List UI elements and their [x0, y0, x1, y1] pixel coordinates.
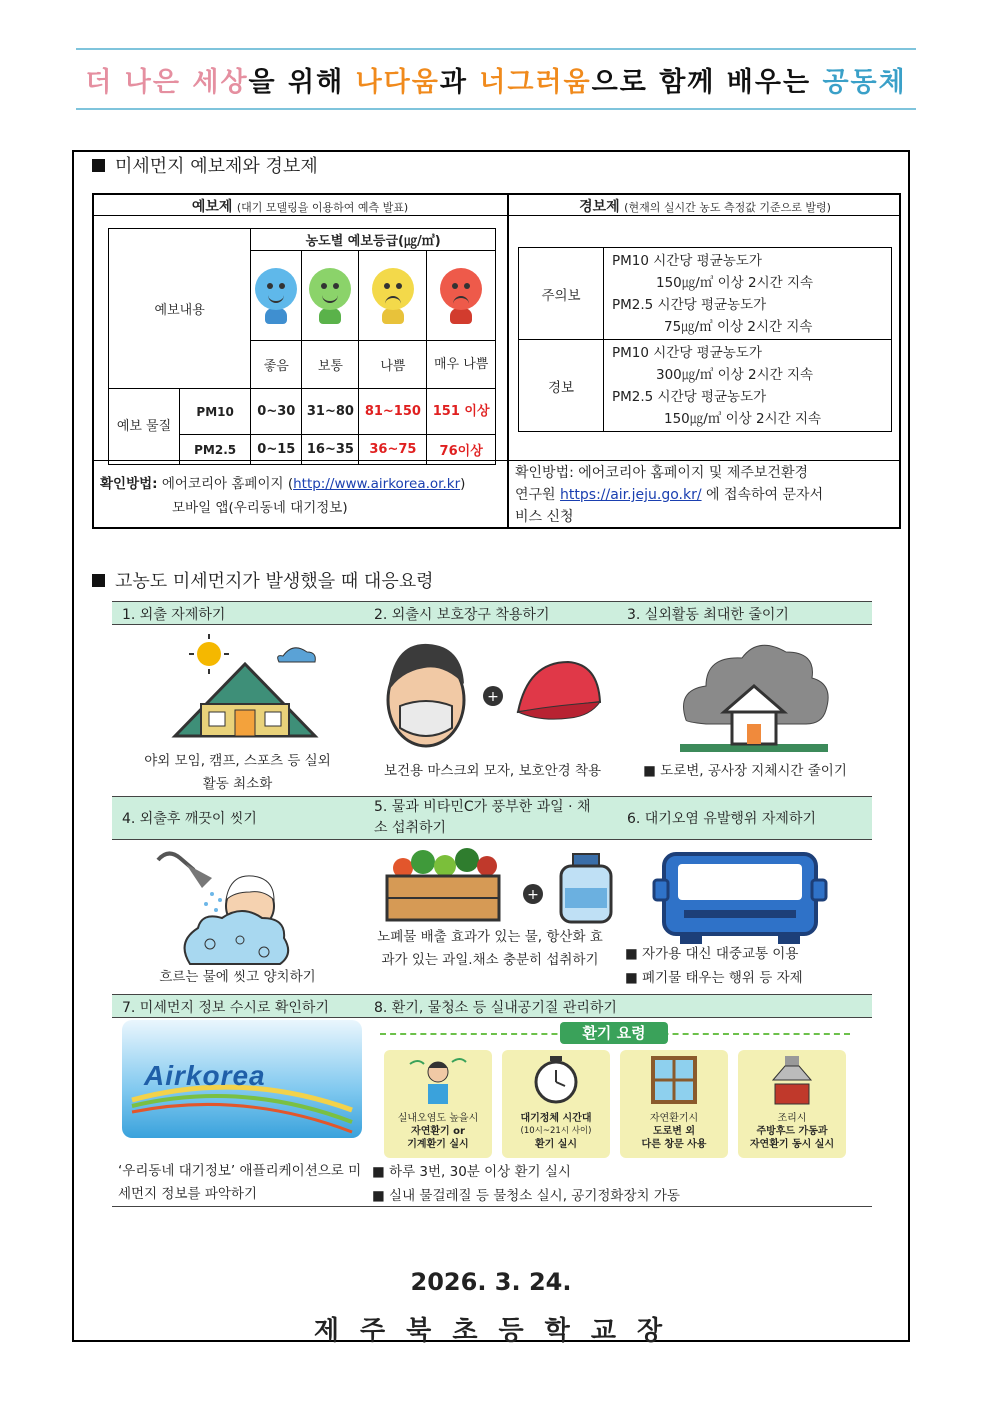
clock-icon: [531, 1054, 581, 1106]
vent-card: 실내오염도 높을시 자연환기 or 기계환기 실시: [384, 1050, 492, 1158]
alert-check-method: 확인방법: 에어코리아 홈페이지 및 제주보건환경 연구원 https://air.jeju.go.kr/ 에 접속하여 문자서 비스 신청: [515, 465, 824, 525]
motto-part: 공동체: [822, 67, 907, 98]
header-top-line: [76, 48, 916, 50]
tip-label: 6. 대기오염 유발행위 자제하기: [627, 811, 816, 827]
tip-label: 2. 외출시 보호장구 착용하기: [374, 607, 550, 623]
motto-part: 으로: [591, 67, 660, 98]
pm10-value: 151 이상: [427, 389, 496, 435]
pm25-label: PM2.5: [180, 435, 251, 465]
bus-icon: [650, 850, 830, 946]
motto-part: 나다움: [355, 67, 440, 98]
house-sun-icon: [165, 632, 325, 742]
vent-card: 대기정체 시간대 (10시~21시 사이) 환기 실시: [502, 1050, 610, 1158]
tip-caption: ‘우리동네 대기정보’ 애플리케이션으로 미세먼지 정보를 파악하기: [118, 1163, 362, 1202]
motto-part: 더 나은 세상: [85, 67, 249, 98]
ventilation-title: 환기 요령: [560, 1022, 668, 1044]
alert-row-text: PM10 시간당 평균농도가 300㎍/㎥ 이상 2시간 지속 PM2.5 시간당 평균농도가 150㎍/㎥ 이상 2시간 지속: [604, 340, 892, 432]
tip-label: 4. 외출후 깨끗이 씻기: [122, 811, 257, 827]
tip-label: 1. 외출 자제하기: [122, 607, 226, 623]
motto-part: 함께 배우는: [659, 67, 823, 98]
forecast-grade-table: [108, 228, 496, 465]
grade-label: 좋음: [251, 341, 302, 389]
airkorea-app-logo: Airkorea: [122, 1020, 362, 1138]
pm10-value: 81~150: [359, 389, 427, 435]
header-bottom-line: [76, 108, 916, 110]
vent-card: 자연환기시 도로변 외 다른 창문 사용: [620, 1050, 728, 1158]
pm25-value: 76이상: [427, 435, 496, 465]
tip-caption: 보건용 마스크외 모자, 보호안경 착용: [383, 763, 602, 779]
grade-label: 매우 나쁨: [427, 341, 496, 389]
box-divider-vertical: [507, 193, 509, 529]
grade-label: 보통: [302, 341, 359, 389]
svg-text:+: +: [527, 887, 539, 903]
tip-caption: 노폐물 배출 효과가 있는 물, 항산화 효과가 있는 과일.채소 충분히 섭취하기: [377, 929, 603, 968]
motto-part: 을 위해: [248, 67, 356, 98]
tip-band-row3: [112, 994, 872, 1018]
grade-label: 나쁨: [359, 341, 427, 389]
forecast-row-label: 예보내용: [109, 229, 251, 389]
pm25-value: 16~35: [302, 435, 359, 465]
school-motto: [76, 60, 916, 99]
tip-caption: 야외 모임, 캠프, 스포츠 등 실외활동 최소화: [144, 753, 331, 792]
alert-table: [518, 247, 892, 432]
range-hood-icon: [767, 1054, 817, 1106]
tips-bottom-rule: [112, 1206, 872, 1207]
tip-label: 5. 물과 비타민C가 풍부한 과일 · 채소 섭취하기: [374, 799, 591, 836]
grade-very-bad-face-icon: [427, 251, 496, 341]
tip-label: 7. 미세먼지 정보 수시로 확인하기: [122, 1000, 329, 1016]
forecast-heading: 예보제 (대기 모델링을 이용하여 예측 발표): [191, 199, 409, 215]
section1-title: 미세먼지 예보제와 경보제: [92, 152, 318, 178]
airkorea-link[interactable]: http://www.airkorea.or.kr: [293, 476, 461, 492]
grade-bad-face-icon: [359, 251, 427, 341]
grade-normal-face-icon: [302, 251, 359, 341]
tip-label: 8. 환기, 물청소 등 실내공기질 관리하기: [374, 1000, 617, 1016]
pm10-label: PM10: [180, 389, 251, 435]
tip-caption: ■ 도로변, 공사장 지체시간 줄이기: [643, 763, 847, 779]
substance-label: 예보 물질: [109, 389, 180, 465]
tip-label: 3. 실외활동 최대한 줄이기: [627, 607, 789, 623]
grade-good-face-icon: [251, 251, 302, 341]
tip-caption: ■ 하루 3번, 30분 이상 환기 실시 ■ 실내 물걸레질 등 물청소 실시, 공기정화장치 가동: [372, 1164, 680, 1204]
pm10-value: 0~30: [251, 389, 302, 435]
svg-text:+: +: [487, 689, 499, 705]
section2-title: 고농도 미세먼지가 발생했을 때 대응요령: [92, 567, 433, 593]
alert-row-label: 주의보: [519, 248, 604, 340]
shower-child-icon: [150, 848, 320, 966]
tip-caption: 흐르는 물에 씻고 양치하기: [159, 969, 316, 985]
alert-row-text: PM10 시간당 평균농도가 150㎍/㎥ 이상 2시간 지속 PM2.5 시간당 평균농도가 75㎍/㎥ 이상 2시간 지속: [604, 248, 892, 340]
motto-part: 너그러움: [479, 67, 592, 98]
grade-heading: 농도별 예보등급(㎍/㎥): [251, 229, 496, 251]
ventilation-panel: [380, 1020, 860, 1160]
principal-signature: 제 주 북 초 등 학 교 장: [313, 1316, 669, 1346]
alert-row-label: 경보: [519, 340, 604, 432]
vegetables-water-icon: [383, 848, 623, 926]
issue-date: 2026. 3. 24.: [410, 1268, 572, 1296]
tip-band-row2: [112, 796, 872, 840]
bullet-square-icon: [92, 574, 105, 587]
mask-cap-icon: [378, 640, 608, 750]
tip-caption: ■ 자가용 대신 대중교통 이용 ■ 폐기물 태우는 행위 등 자제: [625, 946, 803, 986]
forecast-check-method: 확인방법: 에어코리아 홈페이지 (http://www.airkorea.or.kr) 모바일 앱(우리동네 대기정보): [100, 476, 466, 516]
tip-band-row1: [112, 601, 872, 625]
bullet-square-icon: [92, 159, 105, 172]
alert-heading: 경보제 (현재의 실시간 농도 측정값 기준으로 발령): [579, 199, 831, 215]
smog-house-icon: [674, 640, 834, 756]
pm10-value: 31~80: [302, 389, 359, 435]
pm25-value: 0~15: [251, 435, 302, 465]
pm25-value: 36~75: [359, 435, 427, 465]
vent-card: 조리시 주방후드 가동과 자연환기 동시 실시: [738, 1050, 846, 1158]
window-icon: [649, 1054, 699, 1106]
jeju-air-link[interactable]: https://air.jeju.go.kr/: [560, 487, 702, 503]
motto-part: 과: [439, 67, 480, 98]
person-wind-icon: [408, 1054, 468, 1106]
